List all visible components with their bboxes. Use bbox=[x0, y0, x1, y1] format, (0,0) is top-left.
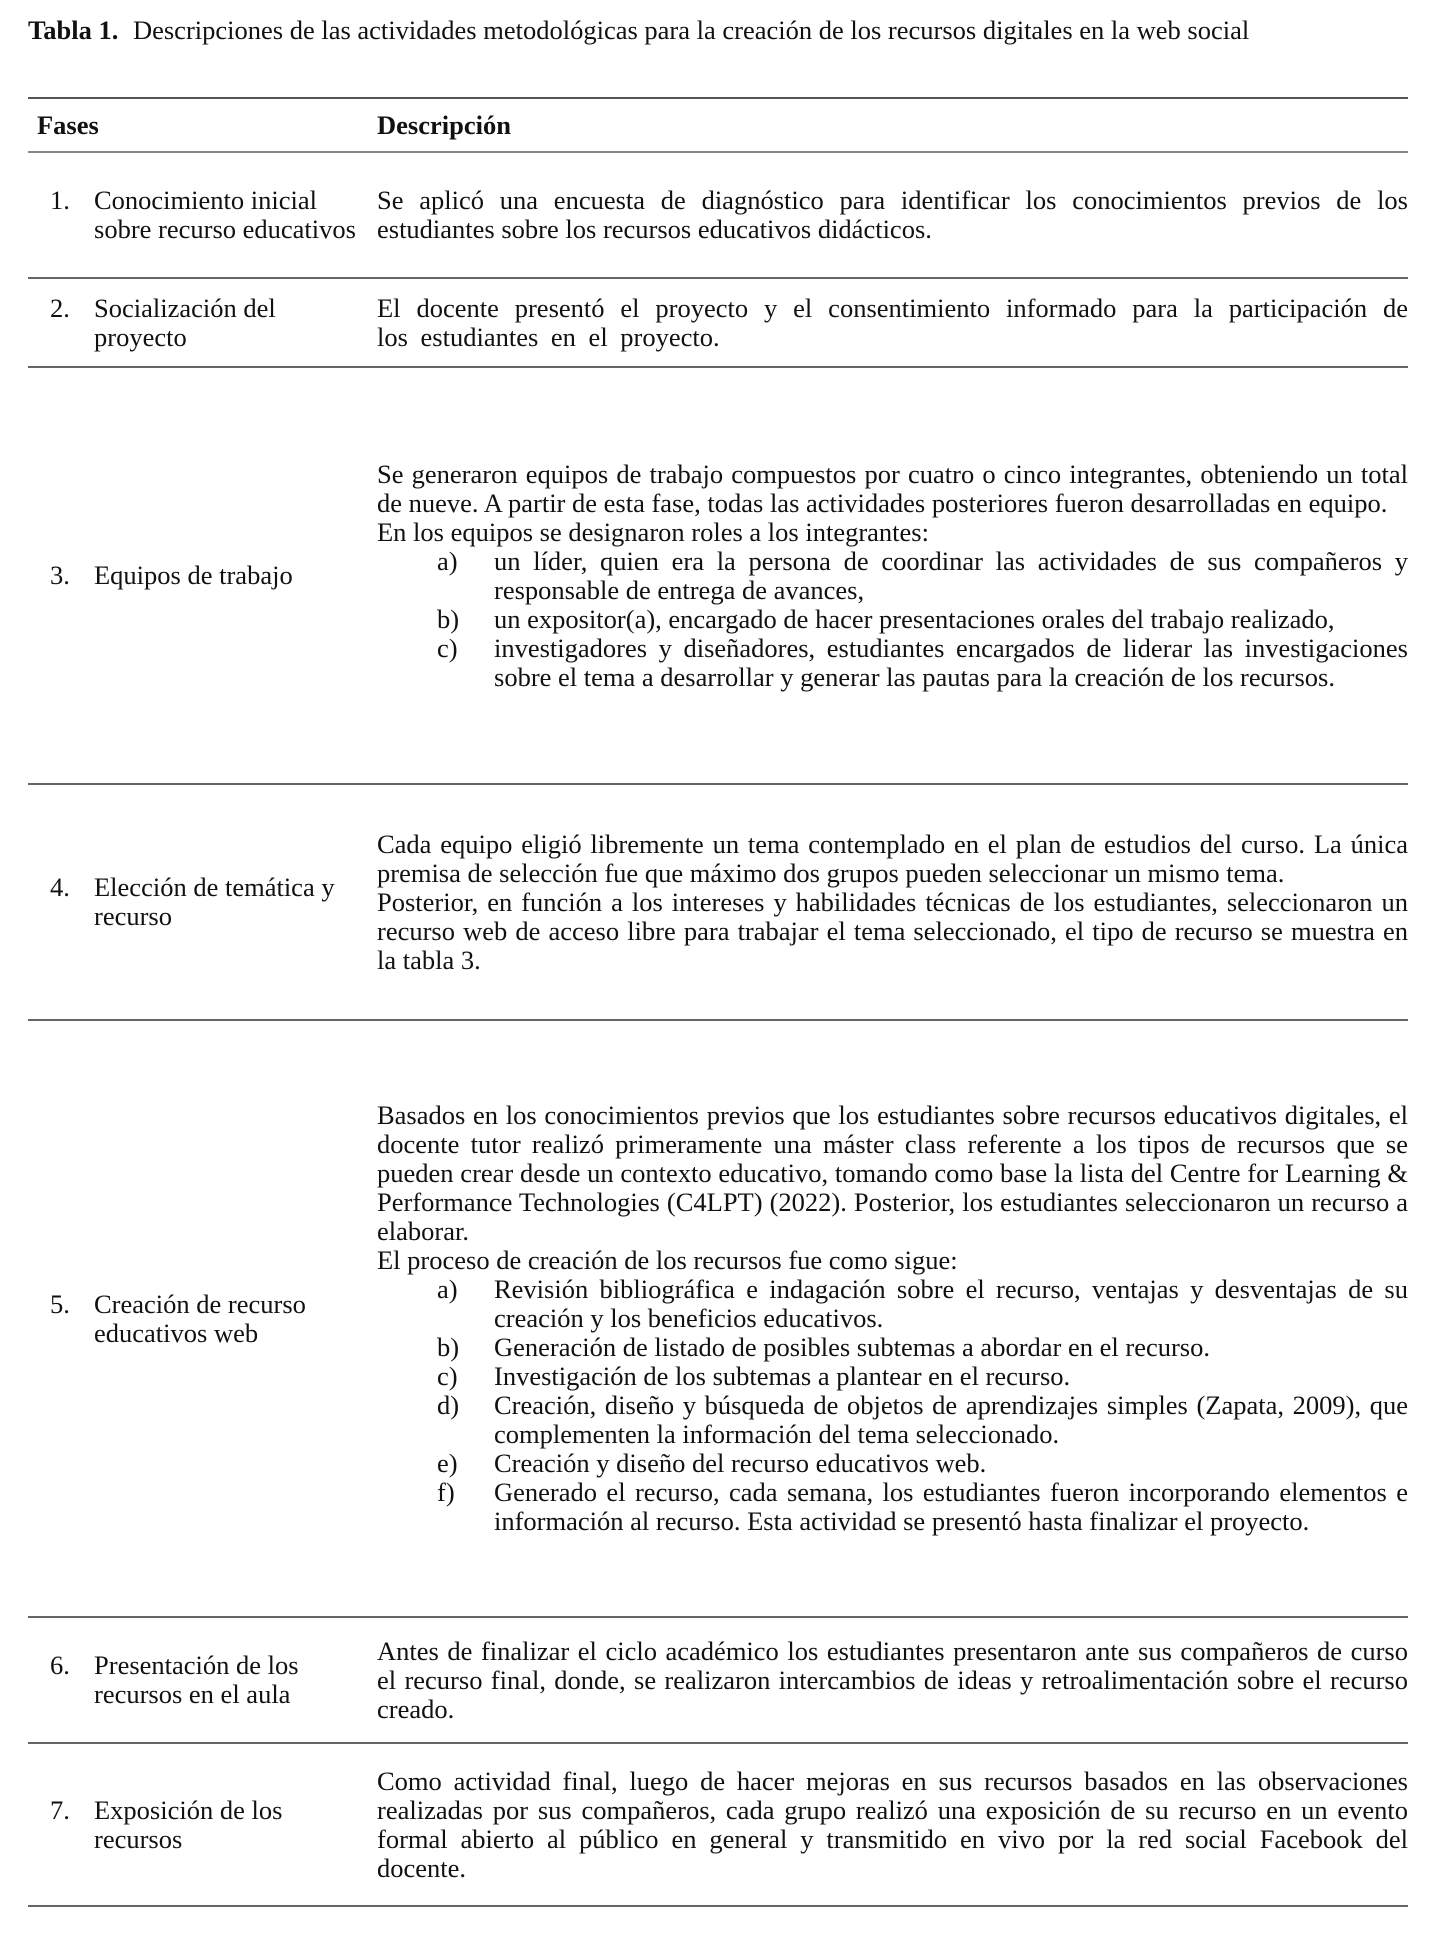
description-cell bbox=[377, 1020, 1408, 1617]
description-paragraph: El docente presentó el proyecto y el consentimiento informado para la participación de los estudiantes en el proyecto. bbox=[377, 292, 1408, 352]
phase-cell bbox=[28, 278, 377, 367]
list-letter: b) bbox=[437, 1332, 460, 1362]
description-paragraph: Como actividad final, luego de hacer mejoras en sus recursos basados en las observaciones realizadas por sus compañeros, cada grupo realizó una exposición de su recurso en un evento formal abierto al público en general y transmitido en vivo por la red social Facebook del docente. bbox=[377, 1765, 1408, 1883]
methodology-table bbox=[28, 97, 1408, 1907]
phase-cell bbox=[28, 1020, 377, 1617]
phase-name: Presentación de los recursos en el aula bbox=[94, 1650, 299, 1709]
table-row bbox=[28, 152, 1408, 278]
table-row bbox=[28, 1617, 1408, 1743]
phase-number: 3. bbox=[50, 560, 70, 590]
table-row bbox=[28, 1020, 1408, 1617]
list-letter: b) bbox=[437, 603, 460, 634]
list-text: Generación de listado de posibles subtemas a abordar en el recurso. bbox=[494, 1332, 1210, 1362]
phase-cell bbox=[28, 784, 377, 1020]
description-paragraph: Cada equipo eligió libremente un tema contemplado en el plan de estudios del curso. La única premisa de selección fue que máximo dos grupos pueden seleccionar un mismo tema. bbox=[377, 828, 1408, 888]
roles-list bbox=[377, 547, 1408, 692]
phase-number: 4. bbox=[50, 872, 70, 902]
description-cell bbox=[377, 152, 1408, 278]
table-header-row bbox=[28, 98, 1408, 152]
list-item bbox=[377, 1449, 1408, 1478]
list-letter: d) bbox=[437, 1390, 460, 1420]
list-text: un expositor(a), encargado de hacer presentaciones orales del trabajo realizado, bbox=[494, 603, 1335, 634]
phase-name: Creación de recurso educativos web bbox=[94, 1288, 306, 1348]
table-row bbox=[28, 367, 1408, 784]
list-letter: c) bbox=[437, 1361, 458, 1391]
description-paragraph: Se generaron equipos de trabajo compuestos por cuatro o cinco integrantes, obteniendo un total de nueve. A partir de esta fase, todas las actividades posteriores fueron desarrolladas en equipo. bbox=[377, 458, 1408, 518]
list-item bbox=[377, 1275, 1408, 1333]
table-row bbox=[28, 278, 1408, 367]
description-cell bbox=[377, 1617, 1408, 1743]
phase-cell bbox=[28, 1617, 377, 1743]
description-paragraph: Se aplicó una encuesta de diagnóstico para identificar los conocimientos previos de los estudiantes sobre los recursos educativos didácticos. bbox=[377, 185, 1408, 244]
column-header-description: Descripción bbox=[377, 98, 1408, 152]
phase-cell bbox=[28, 367, 377, 784]
list-text: Creación, diseño y búsqueda de objetos de aprendizajes simples (Zapata, 2009), que complementen la información del tema seleccionado. bbox=[494, 1390, 1408, 1449]
description-paragraph: Basados en los conocimientos previos que los estudiantes sobre recursos educativos digitales, el docente tutor realizó primeramente una máster class referente a los tipos de recursos que se pueden crear desde un contexto educativo, tomando como base la lista del Centre for Learning & Performance Technologies (C4LPT) (2022). Posterior, los estudiantes seleccionaron un recurso a elaborar. bbox=[377, 1100, 1408, 1246]
description-paragraph: En los equipos se designaron roles a los integrantes: bbox=[377, 516, 929, 547]
caption-text: Descripciones de las actividades metodológicas para la creación de los recursos digitales en la web social bbox=[132, 15, 1250, 45]
phase-cell bbox=[28, 1743, 377, 1906]
description-paragraph: Posterior, en función a los intereses y habilidades técnicas de los estudiantes, seleccionaron un recurso web de acceso libre para trabajar el tema seleccionado, el tipo de recurso se muestra en la tabla 3. bbox=[377, 886, 1408, 975]
list-text: Revisión bibliográfica e indagación sobre el recurso, ventajas y desventajas de su creación y los beneficios educativos. bbox=[494, 1274, 1408, 1333]
list-letter: a) bbox=[437, 545, 458, 576]
list-text: investigadores y diseñadores, estudiantes encargados de liderar las investigaciones sobre el tema a desarrollar y generar las pautas para la creación de los recursos. bbox=[494, 632, 1408, 692]
table-row bbox=[28, 784, 1408, 1020]
phase-number: 7. bbox=[50, 1794, 70, 1825]
list-item bbox=[377, 1391, 1408, 1449]
column-header-phases: Fases bbox=[28, 98, 377, 152]
list-item bbox=[377, 1362, 1408, 1391]
list-item bbox=[377, 605, 1408, 634]
phase-name: Socialización del proyecto bbox=[94, 292, 276, 352]
phase-number: 5. bbox=[50, 1288, 70, 1319]
list-item bbox=[377, 547, 1408, 605]
list-text: un líder, quien era la persona de coordinar las actividades de sus compañeros y responsable de entrega de avances, bbox=[494, 545, 1408, 605]
list-item bbox=[377, 1478, 1408, 1536]
description-cell bbox=[377, 278, 1408, 367]
phase-number: 1. bbox=[50, 185, 70, 215]
phase-name: Elección de temática y recurso bbox=[94, 872, 335, 931]
list-text: Generado el recurso, cada semana, los estudiantes fueron incorporando elementos e información al recurso. Esta actividad se presentó hasta finalizar el proyecto. bbox=[494, 1477, 1408, 1536]
description-cell bbox=[377, 784, 1408, 1020]
description-cell bbox=[377, 1743, 1408, 1906]
list-letter: e) bbox=[437, 1448, 458, 1478]
phase-number: 2. bbox=[50, 292, 70, 323]
table-row bbox=[28, 1743, 1408, 1906]
list-text: Investigación de los subtemas a plantear en el recurso. bbox=[494, 1361, 1071, 1391]
list-letter: a) bbox=[437, 1274, 458, 1304]
list-item bbox=[377, 634, 1408, 692]
phase-name: Equipos de trabajo bbox=[94, 560, 293, 590]
description-paragraph: El proceso de creación de los recursos fue como sigue: bbox=[377, 1245, 958, 1275]
phase-number: 6. bbox=[50, 1650, 70, 1680]
list-item bbox=[377, 1333, 1408, 1362]
list-text: Creación y diseño del recurso educativos web. bbox=[494, 1448, 987, 1478]
list-letter: f) bbox=[437, 1477, 455, 1507]
caption-label: Tabla 1. bbox=[28, 15, 119, 45]
phase-name: Conocimiento inicial sobre recurso educativos bbox=[94, 185, 356, 244]
phase-cell bbox=[28, 152, 377, 278]
description-cell bbox=[377, 367, 1408, 784]
process-steps-list bbox=[377, 1275, 1408, 1536]
table-caption bbox=[28, 14, 1413, 47]
list-letter: c) bbox=[437, 632, 458, 663]
description-paragraph: Antes de finalizar el ciclo académico los estudiantes presentaron ante sus compañeros de curso el recurso final, donde, se realizaron intercambios de ideas y retroalimentación sobre el recurso creado. bbox=[377, 1635, 1408, 1724]
phase-name: Exposición de los recursos bbox=[94, 1794, 283, 1854]
